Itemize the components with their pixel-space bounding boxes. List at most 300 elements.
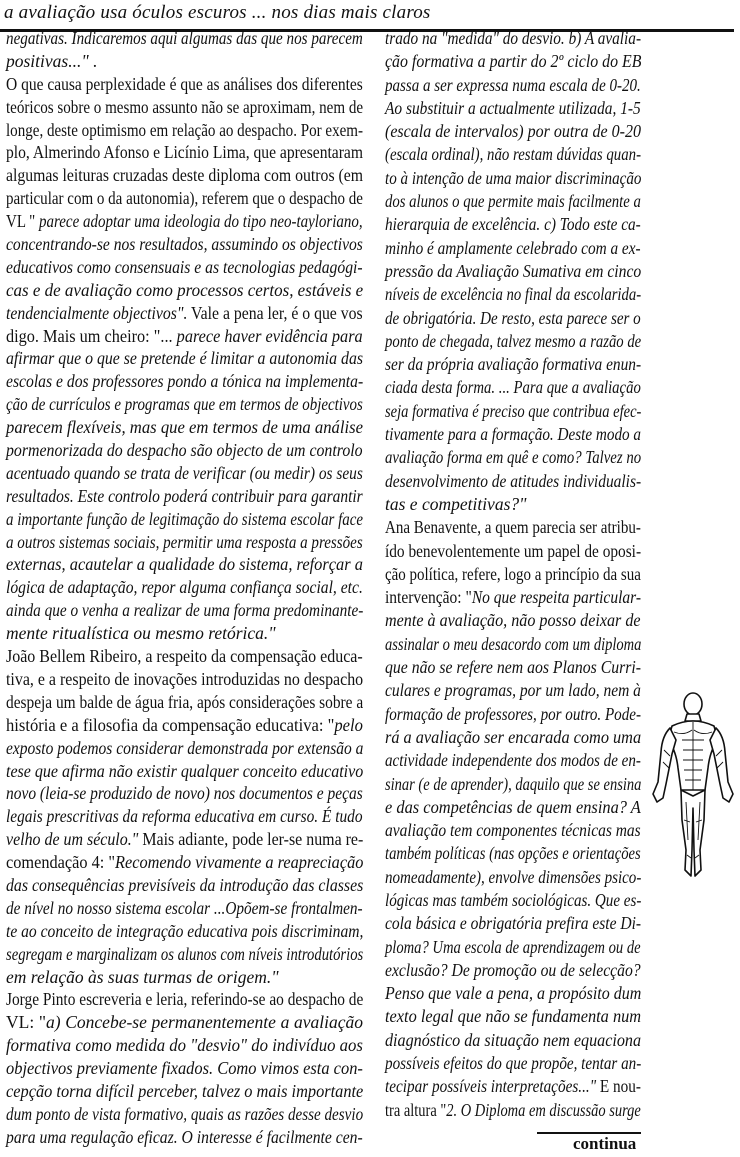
- italic-quote-text: texto legal que não se fundamenta num: [385, 1006, 642, 1027]
- italic-quote-text: pormenorizada do despacho são objecto de um controlo: [6, 440, 363, 461]
- italic-quote-text: Recomendo vivamente a reapreciação: [115, 852, 364, 873]
- italic-quote-text: sinar (e de aprender), daquilo que se ensina: [385, 773, 642, 794]
- text-line: [6, 691, 363, 714]
- text-line: [385, 470, 641, 493]
- text-line: [6, 1011, 363, 1034]
- text-line: [6, 256, 363, 279]
- body-text: Jorge Pinto escreveria e leria, referindo-se ao despacho de: [6, 989, 364, 1010]
- text-line: [6, 576, 363, 599]
- text-line-content: [6, 576, 363, 599]
- body-text: ção política, refere, logo a princípio da sua: [385, 563, 641, 584]
- text-line: [6, 141, 363, 164]
- text-line: [385, 74, 641, 97]
- italic-quote-text: tendencialmente objectivos".: [6, 302, 188, 323]
- text-line-content: [6, 553, 363, 576]
- text-line-content: [385, 679, 641, 702]
- italic-quote-text: a outros sistemas sociais, permitir uma resposta a pressões: [6, 531, 363, 552]
- italic-quote-text: ploma? Uma escola de aprendizagem ou de: [385, 936, 641, 957]
- text-line-content: [385, 74, 641, 97]
- text-line-content: [385, 400, 641, 423]
- text-line-content: [385, 97, 641, 120]
- italic-quote-text: de nível no nosso sistema escolar ...Opõem-se frontalmen-: [6, 897, 363, 918]
- italic-quote-text: ção de currículos e programas que em termos de objectivos: [6, 394, 363, 415]
- body-text: Ana Benavente, a quem parecia ser atribu-: [385, 517, 641, 538]
- italic-quote-text: velho de um século.": [6, 829, 139, 850]
- italic-quote-text: 2. O Diploma em discussão surge: [446, 1099, 641, 1120]
- text-line-content: [6, 141, 363, 164]
- text-line-content: [6, 485, 363, 508]
- text-line: [6, 531, 363, 554]
- text-line-content: [385, 237, 641, 260]
- text-line-content: [385, 936, 641, 959]
- italic-quote-text: resultados. Este controlo poderá contribuir para garantir: [6, 485, 363, 506]
- text-line-content: [6, 988, 363, 1011]
- text-line-content: [6, 279, 363, 302]
- text-line-content: [385, 749, 641, 772]
- italic-quote-text: rá a avaliação ser encarada como uma: [385, 726, 642, 747]
- italic-quote-text: de obrigatória. De resto, esta parece ser o: [385, 307, 641, 328]
- italic-quote-text: negativas. Indicaremos aqui algumas das que nos parecem: [6, 28, 363, 48]
- text-line: [385, 819, 641, 842]
- italic-quote-text: possíveis efeitos do que propõe, tentar an-: [385, 1053, 642, 1074]
- italic-quote-text: cola básica e obrigatória prefira este Di-: [385, 913, 642, 934]
- italic-quote-text: parece haver evidência para: [176, 325, 363, 346]
- italic-quote-text: (escala ordinal), não restam dúvidas quan-: [385, 144, 642, 165]
- text-line-content: [385, 982, 641, 1005]
- text-line-content: [6, 851, 363, 874]
- text-line: [6, 897, 363, 920]
- italic-quote-text: níveis de excelência no final da escolarida-: [385, 284, 642, 305]
- text-line: [385, 493, 641, 516]
- italic-quote-text: Ao substituir a actualmente utilizada, 1-5: [385, 97, 641, 118]
- text-line-content: [385, 842, 641, 865]
- text-line: [385, 633, 641, 656]
- text-line-content: [6, 531, 363, 554]
- text-line: [6, 1034, 363, 1057]
- text-line-content: [6, 1103, 363, 1126]
- italic-quote-text: que não se refere nem aos Planos Curri-: [385, 657, 642, 678]
- body-text: longe, deste optimismo em relação ao despacho. Por exem-: [6, 119, 364, 140]
- body-text: teóricos sobre o mesmo assunto não se aproximam, nem de: [6, 96, 364, 117]
- anatomy-figure-illustration: [648, 690, 738, 885]
- text-line-content: [6, 325, 363, 348]
- text-line: [385, 1052, 641, 1075]
- text-line: [385, 50, 641, 73]
- text-line: [385, 656, 641, 679]
- text-line: [6, 370, 363, 393]
- italic-quote-text: parecem flexíveis, mas que em termos de uma análise: [6, 417, 364, 438]
- text-line-content: [6, 210, 363, 233]
- text-line: [385, 190, 641, 213]
- text-line-content: [385, 423, 641, 446]
- italic-quote-text: tese que afirma não existir qualquer conceito educativo: [6, 760, 364, 781]
- text-line-content: [6, 347, 363, 370]
- italic-quote-text: ciada desta forma. ... Para que a avaliação: [385, 377, 641, 398]
- text-line: [6, 439, 363, 462]
- text-line: [385, 97, 641, 120]
- text-line-content: [6, 828, 363, 851]
- text-line: [385, 423, 641, 446]
- text-line-content: [385, 190, 641, 213]
- text-line: [6, 233, 363, 256]
- text-line: [6, 393, 363, 416]
- text-line: [385, 749, 641, 772]
- text-line-content: [6, 416, 363, 439]
- text-line-content: [385, 796, 641, 819]
- italic-quote-text: Penso que vale a pena, a propósito dum: [385, 983, 642, 1004]
- text-line-content: [385, 120, 641, 143]
- text-line-content: [6, 668, 363, 691]
- body-text: João Bellem Ribeiro, a respeito da compensação educa-: [6, 646, 363, 667]
- text-line-content: [6, 256, 363, 279]
- body-text: Vale a pena ler, é o que vos: [187, 302, 363, 323]
- text-line-content: [6, 302, 363, 325]
- italic-quote-text: e das competências de quem ensina? A: [385, 796, 641, 817]
- text-line: [6, 119, 363, 142]
- text-line-content: [385, 586, 641, 609]
- italic-quote-text: No que respeita particular-: [471, 587, 642, 608]
- text-line: [385, 540, 641, 563]
- italic-quote-text: dum ponto de vista formativo, quais as razões desse desvio: [6, 1103, 364, 1124]
- text-line-content: [6, 805, 363, 828]
- italic-quote-text: actividade independente dos modos de en-: [385, 750, 641, 771]
- text-line: [6, 50, 363, 73]
- text-line: [385, 773, 641, 796]
- text-line-content: [6, 1011, 363, 1034]
- italic-quote-text: passa a ser expressa numa escala de 0-20.: [385, 74, 641, 95]
- text-line-content: [385, 656, 641, 679]
- text-line-content: [6, 920, 363, 943]
- text-line-content: [385, 283, 641, 306]
- italic-quote-text: exposto podemos considerar demonstrada por extensão a: [6, 737, 364, 758]
- text-line: [385, 376, 641, 399]
- text-line: [6, 920, 363, 943]
- italic-quote-text: ção formativa a partir do 2º ciclo do EB: [385, 51, 642, 72]
- text-line-content: [6, 462, 363, 485]
- text-line-content: [6, 714, 363, 737]
- italic-quote-text: ser da própria avaliação formativa enun-: [385, 354, 642, 375]
- text-line: [385, 1029, 641, 1052]
- body-text: O que causa perplexidade é que as análises dos diferentes: [6, 73, 363, 94]
- text-line: [385, 1075, 641, 1098]
- italic-quote-text: seja formativa é preciso que contribua efec-: [385, 400, 642, 421]
- text-line: [6, 966, 363, 989]
- italic-quote-text: pressão da Avaliação Sumativa em cinco: [385, 260, 642, 281]
- text-line-content: [6, 1057, 363, 1080]
- text-line-content: [385, 50, 641, 73]
- text-line-content: [6, 370, 363, 393]
- text-line-content: [385, 633, 641, 656]
- text-line-content: [6, 1080, 363, 1103]
- italic-quote-text: a importante função de legitimação do sistema escolar face: [6, 508, 363, 529]
- text-line: [385, 330, 641, 353]
- text-line-content: [6, 508, 363, 531]
- italic-quote-text: também políticas (nas opções e orientações: [385, 843, 641, 864]
- text-line: [6, 599, 363, 622]
- text-line: [385, 213, 641, 236]
- text-line-content: [6, 1034, 363, 1057]
- text-line: [6, 851, 363, 874]
- italic-quote-text: desenvolvimento de atitudes individualis-: [385, 470, 642, 491]
- text-line-content: [385, 912, 641, 935]
- body-text: particular com o da autonomia), referem que o despacho de: [6, 188, 363, 209]
- italic-quote-text: tecipar possíveis interpretações...": [385, 1076, 597, 1097]
- text-line: [6, 645, 363, 668]
- text-line: [6, 782, 363, 805]
- italic-quote-text: mente ritualística ou mesmo retórica.": [6, 623, 276, 644]
- italic-quote-text: mente à avaliação, não posso deixar de: [385, 610, 641, 631]
- italic-quote-text: segregam e marginalizam os alunos com níveis introdutórios: [6, 943, 364, 964]
- text-line: [6, 553, 363, 576]
- text-line-content: [6, 164, 363, 187]
- text-line: [6, 805, 363, 828]
- body-text: despeja um balde de água fria, após considerações sobre a: [6, 691, 364, 712]
- text-line: [6, 988, 363, 1011]
- text-line: [6, 187, 363, 210]
- text-line: [385, 912, 641, 935]
- text-line-content: [6, 96, 363, 119]
- text-line-content: [385, 376, 641, 399]
- text-line: [6, 828, 363, 851]
- text-line-content: [6, 897, 363, 920]
- text-line: [385, 260, 641, 283]
- text-line: [385, 959, 641, 982]
- text-line: [385, 1005, 641, 1028]
- text-line-content: [385, 167, 641, 190]
- italic-quote-text: hierarquia de excelência. c) Todo este ca-: [385, 214, 641, 235]
- body-text: Mais adiante, pode ler-se numa re-: [138, 829, 364, 850]
- italic-quote-text: positivas..." .: [6, 50, 98, 71]
- italic-quote-text: avaliação tem componentes técnicas mas: [385, 820, 641, 841]
- text-line: [6, 1057, 363, 1080]
- body-text: digo. Mais um cheiro: "...: [6, 325, 177, 346]
- italic-quote-text: dos alunos o que permite mais facilmente a: [385, 191, 641, 212]
- text-line-content: [385, 609, 641, 632]
- text-line-content: [6, 73, 363, 96]
- text-line-content: [6, 27, 363, 50]
- text-line: [385, 609, 641, 632]
- italic-quote-text: acentuado quando se trata de verificar (ou medir) os seus: [6, 462, 363, 483]
- body-text: ído benevolentemente um papel de oposi-: [385, 540, 642, 561]
- body-text: plo, Almerindo Afonso e Licínio Lima, que apresentaram: [6, 142, 363, 163]
- text-line: [385, 703, 641, 726]
- text-line-content: [6, 966, 279, 989]
- italic-quote-text: pelo: [334, 714, 363, 735]
- text-line-content: [6, 760, 363, 783]
- text-line-content: [385, 866, 641, 889]
- italic-quote-text: nomeadamente), envolve dimensões psico-: [385, 866, 642, 887]
- italic-quote-text: externas, acautelar a qualidade do sistema, reforçar a: [6, 554, 363, 575]
- italic-quote-text: tas e competitivas?": [385, 493, 527, 514]
- text-line: [385, 936, 641, 959]
- italic-quote-text: formação de professores, por outro. Pode-: [385, 703, 641, 724]
- text-line: [385, 27, 641, 50]
- text-line: [6, 1080, 363, 1103]
- continue-label: continua: [573, 1134, 637, 1153]
- text-line-content: [385, 1075, 641, 1098]
- text-line: [385, 237, 641, 260]
- italic-quote-text: lógica de adaptação, repor alguma confiança social, etc.: [6, 577, 363, 598]
- text-line-content: [385, 446, 641, 469]
- italic-quote-text: te ao conceito de integração educativa pois discriminam,: [6, 920, 364, 941]
- body-text: intervenção: ": [385, 587, 472, 608]
- italic-quote-text: tivamente para a formação. Deste modo a: [385, 424, 642, 445]
- body-text: tra altura ": [385, 1099, 447, 1120]
- text-line-content: [385, 143, 641, 166]
- text-line-content: [385, 307, 641, 330]
- italic-quote-text: para uma regulação eficaz. O interesse é facilmente cen-: [6, 1126, 363, 1147]
- body-text: comendação 4: ": [6, 852, 116, 873]
- body-text: tiva, e a respeito de inovações introduzidas no despacho: [6, 668, 364, 689]
- text-line-content: [6, 393, 363, 416]
- text-line-content: [6, 622, 276, 645]
- italic-quote-text: trado na "medida" do desvio. b) A avalia-: [385, 28, 642, 48]
- text-line-content: [385, 773, 641, 796]
- italic-quote-text: novo (leia-se produzido de novo) nos documentos e peças: [6, 783, 363, 804]
- italic-quote-text: diagnóstico da situação nem equaciona: [385, 1029, 642, 1050]
- text-line: [6, 622, 363, 645]
- text-line: [6, 874, 363, 897]
- text-line: [6, 714, 363, 737]
- text-line: [6, 508, 363, 531]
- italic-quote-text: formativa como medida do "desvio" do indivíduo aos: [6, 1035, 363, 1056]
- italic-quote-text: minho é amplamente celebrado com a ex-: [385, 237, 641, 258]
- text-line-content: [6, 439, 363, 462]
- italic-quote-text: parece adoptar uma ideologia do tipo neo-tayloriano,: [39, 211, 363, 232]
- text-line-content: [385, 819, 641, 842]
- text-line-content: [385, 540, 641, 563]
- text-line-content: [6, 599, 363, 622]
- text-line-content: [385, 563, 641, 586]
- text-line: [6, 462, 363, 485]
- text-line-content: [385, 959, 641, 982]
- text-line-content: [385, 260, 641, 283]
- italic-quote-text: exclusão? De promoção ou de selecção?: [385, 959, 641, 980]
- italic-quote-text: concentrando-se nos resultados, assumindo os objectivos: [6, 234, 363, 255]
- italic-quote-text: (escala de intervalos) por outra de 0-20: [385, 121, 641, 142]
- text-line-content: [6, 119, 363, 142]
- text-line: [385, 726, 641, 749]
- text-line: [6, 302, 363, 325]
- text-line: [6, 416, 363, 439]
- text-line: [385, 982, 641, 1005]
- italic-quote-text: afirmar que o que se pretende é limitar a autonomia das: [6, 348, 364, 369]
- italic-quote-text: objectivos previamente fixados. Como vimos esta con-: [6, 1058, 363, 1079]
- text-line: [6, 279, 363, 302]
- text-line: [385, 796, 641, 819]
- italic-quote-text: a) Concebe-se permanentemente a avaliação: [46, 1012, 363, 1033]
- italic-quote-text: avaliação forma em quê e como? Talvez no: [385, 447, 642, 468]
- italic-quote-text: culares e programas, por um lado, nem à: [385, 680, 641, 701]
- text-line: [6, 96, 363, 119]
- text-line: [385, 866, 641, 889]
- text-line-content: [385, 889, 641, 912]
- body-text: história e a filosofia da compensação educativa: ": [6, 714, 335, 735]
- text-line: [6, 485, 363, 508]
- right-column: [385, 27, 641, 1122]
- text-line: [385, 283, 641, 306]
- italic-quote-text: das consequências previsíveis da introdução das classes: [6, 874, 364, 895]
- text-line-content: [6, 874, 363, 897]
- italic-quote-text: em relação às suas turmas de origem.": [6, 966, 279, 987]
- text-line: [385, 563, 641, 586]
- text-line-content: [385, 1029, 641, 1052]
- text-line-content: [6, 782, 363, 805]
- text-line: [6, 164, 363, 187]
- text-line: [6, 760, 363, 783]
- italic-quote-text: to à intenção de uma maior discriminação: [385, 167, 642, 188]
- text-line-content: [385, 213, 641, 236]
- text-line-content: [385, 516, 641, 539]
- text-line-content: [6, 645, 363, 668]
- left-column: [6, 27, 363, 1149]
- text-line: [6, 210, 363, 233]
- text-line-content: [385, 703, 641, 726]
- text-line-content: [385, 353, 641, 376]
- text-line-content: [6, 50, 97, 73]
- italic-quote-text: ponto de chegada, talvez mesmo a razão de: [385, 330, 642, 351]
- text-line-content: [6, 1126, 363, 1149]
- text-line: [385, 120, 641, 143]
- text-line: [385, 842, 641, 865]
- body-text: VL: ": [6, 1012, 46, 1033]
- text-line-content: [6, 691, 363, 714]
- text-line: [6, 668, 363, 691]
- text-line-content: [385, 1052, 641, 1075]
- text-line: [6, 737, 363, 760]
- italic-quote-text: educativos como consensuais e as tecnologias pedagógi-: [6, 256, 363, 277]
- body-text: E nou-: [596, 1076, 641, 1097]
- italic-quote-text: cepção torna difícil perceber, talvez o mais importante: [6, 1080, 364, 1101]
- text-line-content: [6, 233, 363, 256]
- text-line-content: [385, 470, 641, 493]
- text-line-content: [6, 737, 363, 760]
- body-text: algumas leituras cruzadas deste diploma com outros (em: [6, 165, 364, 186]
- italic-quote-text: ainda que o venha a realizar de uma forma predominante-: [6, 600, 364, 621]
- text-line: [385, 1099, 641, 1122]
- italic-quote-text: legais prescritivas da reforma educativa em curso. É tudo: [6, 806, 363, 827]
- text-line: [6, 27, 363, 50]
- text-line: [6, 1126, 363, 1149]
- text-line: [385, 889, 641, 912]
- text-line: [385, 516, 641, 539]
- text-line: [385, 586, 641, 609]
- text-line-content: [385, 1005, 641, 1028]
- text-line-content: [385, 726, 641, 749]
- text-line-content: [6, 943, 363, 966]
- text-line: [385, 167, 641, 190]
- italic-quote-text: cas e de avaliação como processos certos, estáveis e: [6, 279, 364, 300]
- text-line: [385, 307, 641, 330]
- text-line-content: [385, 493, 527, 516]
- text-line: [385, 679, 641, 702]
- text-line: [6, 347, 363, 370]
- text-line: [385, 353, 641, 376]
- italic-quote-text: lógicas mas também sociológicas. Que es-: [385, 889, 642, 910]
- body-text: VL ": [6, 211, 40, 232]
- text-line-content: [385, 27, 641, 50]
- italic-quote-text: escolas e dos professores pondo a tónica na implementa-: [6, 371, 364, 392]
- text-line: [385, 143, 641, 166]
- text-line: [6, 943, 363, 966]
- italic-quote-text: assinalar o meu desacordo com um diploma: [385, 633, 642, 654]
- running-header: a avaliação usa óculos escuros ... nos dias mais claros: [4, 2, 431, 23]
- text-line-content: [385, 330, 641, 353]
- text-line: [6, 1103, 363, 1126]
- text-line: [385, 446, 641, 469]
- text-line-content: [385, 1099, 641, 1122]
- text-line: [385, 400, 641, 423]
